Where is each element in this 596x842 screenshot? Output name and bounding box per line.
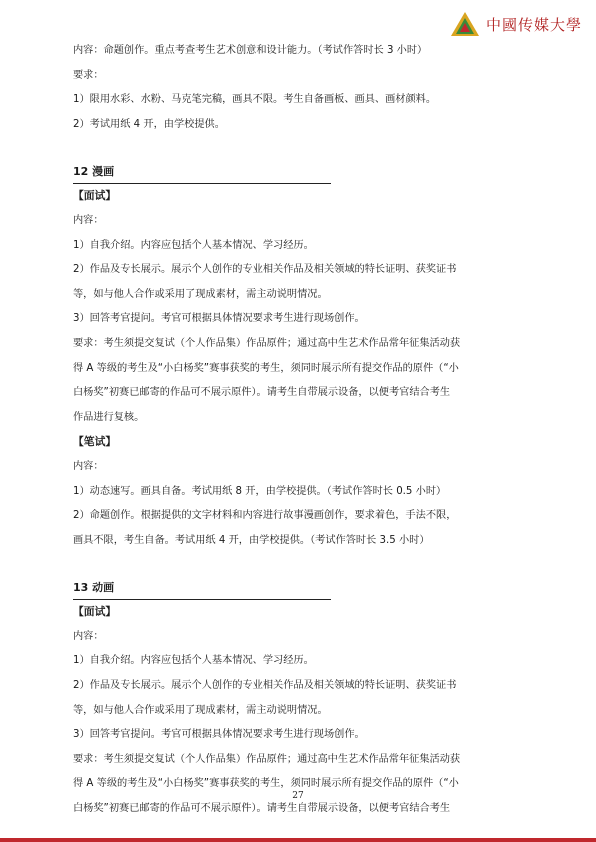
section-12-heading: 12 漫画	[73, 161, 331, 184]
section-12-interview-line: 内容：	[73, 214, 104, 226]
section-12-interview-line: 得 A 等级的考生及“小白杨奖”赛事获奖的考生，须同时展示所有提交作品的原件（“小	[73, 362, 459, 374]
section-12-written-line: 1）动态速写。画具自备。考试用纸 8 开，由学校提供。（考试作答时长 0.5 小时）	[73, 485, 447, 497]
footer-accent-bar	[0, 838, 596, 842]
section-12-written-line: 画具不限，考生自备。考试用纸 4 开，由学校提供。（考试作答时长 3.5 小时）	[73, 534, 430, 546]
section-12-interview-line: 3）回答考官提问。考官可根据具体情况要求考生进行现场创作。	[73, 313, 365, 325]
section-13-interview-line: 白杨奖”初赛已邮寄的作品可不展示原件）。请考生自带展示设备，以便考官结合考生	[73, 803, 451, 815]
section-12-interview-title: 【面试】	[73, 189, 117, 203]
section-13-heading: 13 动画	[73, 577, 331, 600]
section-top	[73, 39, 533, 137]
university-logo	[450, 10, 590, 38]
section-13-interview-line: 内容：	[73, 630, 104, 642]
section-12-written-title: 【笔试】	[73, 435, 117, 449]
university-emblem-icon	[450, 11, 480, 37]
top-line: 要求：	[73, 69, 104, 81]
section-13-interview-line: 得 A 等级的考生及“小白杨奖”赛事获奖的考生，须同时展示所有提交作品的原件（“小	[73, 778, 459, 790]
section-13-animation	[73, 577, 533, 821]
section-12-interview-line: 2）作品及专长展示。展示个人创作的专业相关作品及相关领域的特长证明、获奖证书	[73, 264, 457, 276]
section-12-interview-line: 要求：考生须提交复试（个人作品集）作品原件；通过高中生艺术作品常年征集活动获	[73, 337, 461, 349]
section-13-interview-title: 【面试】	[73, 605, 117, 619]
university-logo-text: 中國传媒大學	[486, 15, 583, 34]
top-line: 1）限用水彩、水粉、马克笔完稿，画具不限。考生自备画板、画具、画材颜料。	[73, 94, 437, 106]
section-12-written-line: 2）命题创作。根据提供的文字材料和内容进行故事漫画创作，要求着色，手法不限，	[73, 510, 457, 522]
page-number: 27	[292, 791, 304, 801]
section-13-interview-line: 要求：考生须提交复试（个人作品集）作品原件；通过高中生艺术作品常年征集活动获	[73, 753, 461, 765]
section-12-interview-line: 等，如与他人合作或采用了现成素材，需主动说明情况。	[73, 288, 328, 300]
top-line: 内容：命题创作。重点考查考生艺术创意和设计能力。（考试作答时长 3 小时）	[73, 45, 428, 56]
section-12-written-line: 内容：	[73, 460, 104, 472]
section-12-interview-line: 作品进行复核。	[73, 411, 145, 423]
section-12-interview-line: 白杨奖”初赛已邮寄的作品可不展示原件）。请考生自带展示设备，以便考官结合考生	[73, 387, 451, 399]
document-body	[73, 39, 533, 822]
section-12-interview-line: 1）自我介绍。内容应包括个人基本情况、学习经历。	[73, 239, 314, 251]
section-12-manga	[73, 161, 533, 553]
section-13-interview-line: 1）自我介绍。内容应包括个人基本情况、学习经历。	[73, 655, 314, 667]
section-13-interview-line: 等，如与他人合作或采用了现成素材，需主动说明情况。	[73, 704, 328, 716]
section-13-interview-line: 3）回答考官提问。考官可根据具体情况要求考生进行现场创作。	[73, 729, 365, 741]
top-line: 2）考试用纸 4 开，由学校提供。	[73, 118, 225, 130]
section-13-interview-line: 2）作品及专长展示。展示个人创作的专业相关作品及相关领域的特长证明、获奖证书	[73, 680, 457, 692]
